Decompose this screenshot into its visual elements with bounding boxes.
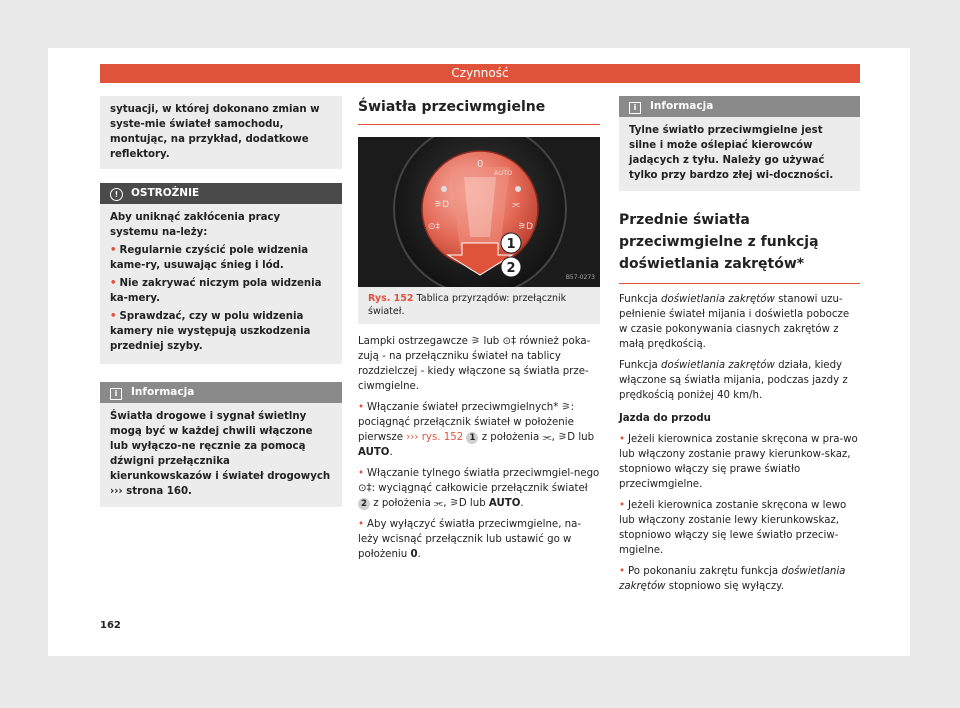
continuation-box: sytuacji, w której dokonano zmian w syste-mie świateł samochodu, montując, na przykład, dodatkowe reflektory. [100,96,342,169]
info-body: Tylne światło przeciwmgielne jest silne i może oślepiać kierowców jadących z tyłu. Należy go używać tylko przy bardzo złej wi-doczności. [619,117,860,191]
bullet-icon: • [358,468,365,479]
bullet-icon: • [358,519,365,530]
parking-light-symbol-icon: ⫘ [512,200,521,210]
info-header [619,96,860,117]
caption-text: Tablica przyrządów: przełącznik świateł. [368,293,567,317]
info-icon: i [110,388,122,400]
section-heading: Przednie światła przeciwmgielne z funkcją doświetlania zakrętów* [619,209,860,284]
column-middle [358,96,600,568]
caption-label: Rys. 152 [368,293,414,304]
figure-link[interactable]: ››› rys. 152 [406,432,464,443]
page-link[interactable]: ››› strona 160 [110,486,189,497]
figure-light-switch [358,137,600,287]
svg-text:1: 1 [506,237,516,252]
dial-zero-label: 0 [477,159,484,170]
lowbeam-symbol-icon: ⚞D [518,222,533,232]
callout-ref-2: 2 [358,498,370,510]
callout-ref-1: 1 [466,432,478,444]
caution-icon: ! [110,188,123,201]
info-body: Światła drogowe i sygnał świetlny mogą być w każdej chwili włączone lub wyłączo-ne ręcznie za pomocą dźwigni przełącznika kierunkowskazów i świateł drogowych ››› strona 160. [100,403,342,507]
paragraph: Funkcja doświetlania zakrętów działa, kiedy włączone są światła mijania, podczas jazdy z prędkością poniżej 40 km/h. [619,360,848,401]
figure-caption [358,287,600,324]
bullet-icon: • [110,245,117,256]
info-title: Informacja [131,386,195,398]
page-number: 162 [100,620,121,631]
bullet-icon: • [110,278,117,289]
figure-code: B57-0273 [565,274,595,281]
rear-fog-symbol-icon: ⊙‡ [428,222,441,232]
paragraph: Lampki ostrzegawcze ⚞ lub ⊙‡ również poka-zują - na przełączniku świateł na tablicy rozdzielczej - kiedy włączone są światła prze-ciwmgielne. [358,336,591,392]
list-item: • Jeżeli kierownica zostanie skręcona w pra-wo lub włączony zostanie prawy kierunkow-skaz, stopniowo włączy się prawe światło przeciwmgielne. [619,434,858,490]
dial-auto-label: AUTO [494,169,513,177]
caution-body [100,204,342,364]
column-right [619,96,860,600]
bullet-icon: • [358,402,365,413]
info-icon: i [629,102,641,114]
section-header: Czynność [100,64,860,83]
info-title: Informacja [650,100,714,112]
paragraph: Funkcja doświetlania zakrętów stanowi uzu-pełnienie świateł mijania i doświetla pobocze w czasie pokonywania ciasnych zakrętów z małą prędkością. [619,294,850,350]
caution-header [100,183,342,204]
bullet-icon: • [619,566,626,577]
caution-item: • Nie zakrywać niczym pola widzenia ka-mery. [110,278,322,304]
caution-item: • Regularnie czyścić pole widzenia kame-ry, usuwając śnieg i lód. [110,245,309,271]
bullet-front-fog: • Włączanie świateł przeciwmgielnych* ⚞: pociągnąć przełącznik świateł w położenie pierwsze ››› rys. 152 1 z położenia ⫘, ⚞D lub AUTO. [358,402,595,458]
bullet-off: • Aby wyłączyć światła przeciwmgielne, na-leży wcisnąć przełącznik lub ustawić go w położeniu 0. [358,519,582,560]
svg-text:2: 2 [506,261,516,276]
bullet-icon: • [110,311,117,322]
section-heading: Światła przeciwmgielne [358,96,600,125]
info-header [100,382,342,403]
bullet-icon: • [619,500,626,511]
list-item: • Po pokonaniu zakrętu funkcja doświetlania zakrętów stopniowo się wyłączy. [619,566,846,592]
light-switch-illustration [358,137,600,287]
front-fog-symbol-icon: ⚞D [434,200,449,210]
caution-intro: Aby uniknąć zakłócenia pracy systemu na-leży: [110,212,281,238]
caution-item: • Sprawdzać, czy w polu widzenia kamery nie występują uszkodzenia przedniej szyby. [110,311,311,352]
subheading: Jazda do przodu [619,413,711,424]
list-item: • Jeżeli kierownica zostanie skręcona w lewo lub włączony zostanie lewy kierunkowskaz, stopniowo włączy się lewe światło przeciw-mgielne. [619,500,847,556]
bullet-rear-fog: • Włączanie tylnego światła przeciwmgiel-nego ⊙‡: wyciągnąć całkowicie przełącznik świateł 2 z położenia ⫘, ⚞D lub AUTO. [358,468,600,509]
caution-title: OSTROŻNIE [131,187,200,199]
column-left [100,96,342,507]
bullet-icon: • [619,434,626,445]
